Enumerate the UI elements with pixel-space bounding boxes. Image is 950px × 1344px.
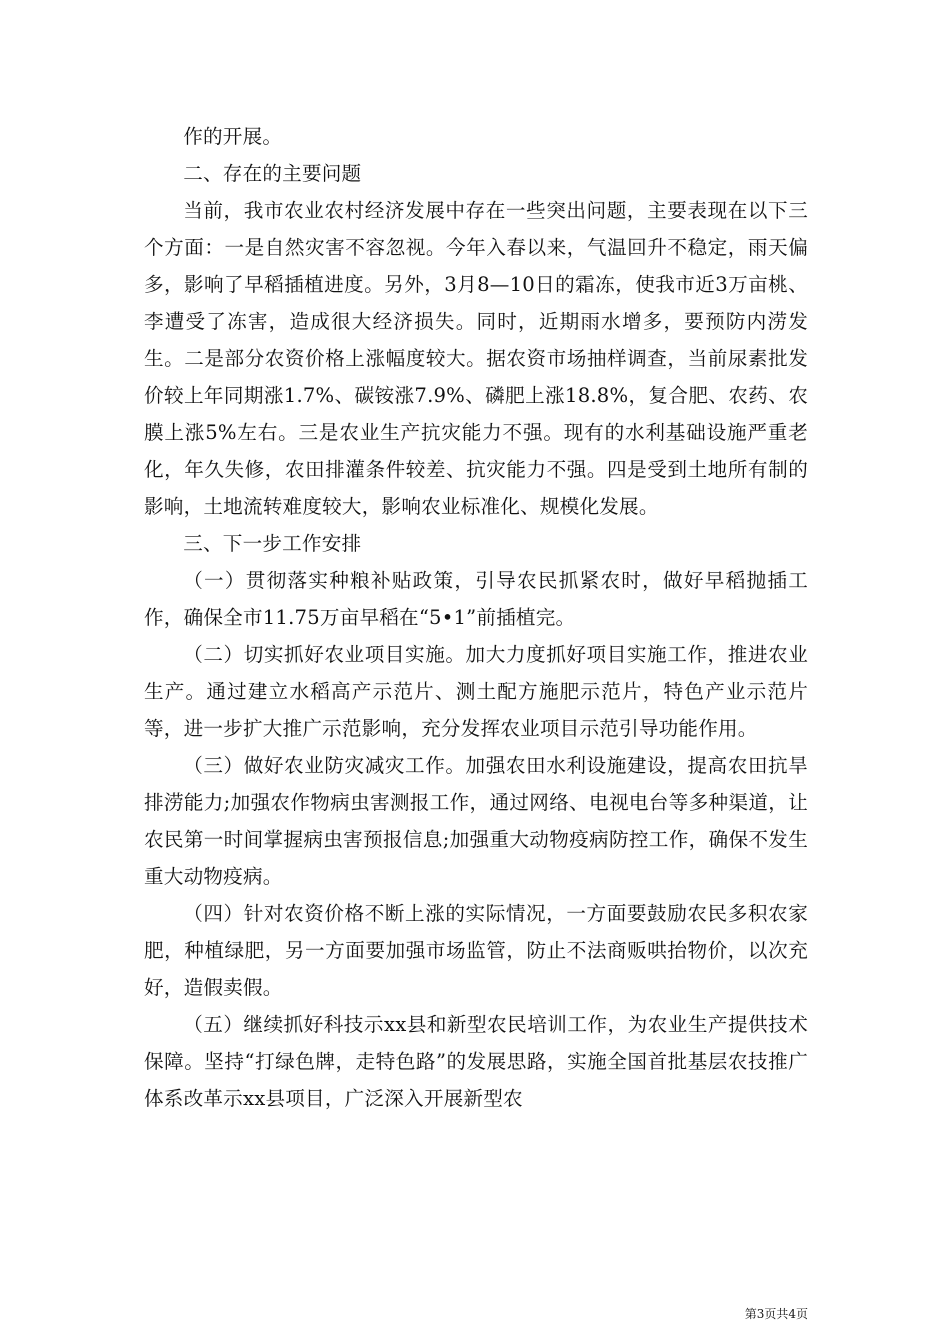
- document-body: [144, 118, 808, 1117]
- section-heading-problems: 二、存在的主要问题: [183, 162, 362, 185]
- paragraph-continuation: 作的开展。: [183, 125, 283, 148]
- paragraph-step-3: （三）做好农业防灾减灾工作。加强农田水利设施建设，提高农田抗旱排涝能力;加强农作物病虫害测报工作，通过网络、电视电台等多种渠道，让农民第一时间掌握病虫害预报信息;加强重大动物疫病防控工作，确保不发生重大动物疫病。: [144, 754, 808, 888]
- paragraph-step-4: （四）针对农资价格不断上涨的实际情况，一方面要鼓励农民多积农家肥，种植绿肥，另一方面要加强市场监管，防止不法商贩哄抬物价，以次充好，造假卖假。: [144, 902, 808, 999]
- paragraph-step-5: （五）继续抓好科技示xx县和新型农民培训工作，为农业生产提供技术保障。坚持“打绿色牌，走特色路”的发展思路，实施全国首批基层农技推广体系改革示xx县项目，广泛深入开展新型农: [144, 1013, 808, 1110]
- paragraph-problems: 当前，我市农业农村经济发展中存在一些突出问题，主要表现在以下三个方面：一是自然灾害不容忽视。今年入春以来，气温回升不稳定，雨天偏多，影响了早稻插植进度。另外，3月8—10日的霜冻，使我市近3万亩桃、李遭受了冻害，造成很大经济损失。同时，近期雨水增多，要预防内涝发生。二是部分农资价格上涨幅度较大。据农资市场抽样调查，当前尿素批发价较上年同期涨1.7%、碳铵涨7.9%、磷肥上涨18.8%，复合肥、农药、农膜上涨5%左右。三是农业生产抗灾能力不强。现有的水利基础设施严重老化，年久失修，农田排灌条件较差、抗灾能力不强。四是受到土地所有制的影响，土地流转难度较大，影响农业标准化、规模化发展。: [144, 199, 808, 518]
- paragraph-step-1: （一）贯彻落实种粮补贴政策，引导农民抓紧农时，做好早稻抛插工作，确保全市11.75万亩早稻在“5•1”前插植完。: [144, 569, 808, 629]
- page-number: 第3页共4页: [744, 1307, 808, 1321]
- paragraph-step-2: （二）切实抓好农业项目实施。加大力度抓好项目实施工作，推进农业生产。通过建立水稻高产示范片、测土配方施肥示范片，特色产业示范片等，进一步扩大推广示范影响，充分发挥农业项目示范引导功能作用。: [144, 643, 808, 740]
- section-heading-next-steps: 三、下一步工作安排: [183, 532, 362, 555]
